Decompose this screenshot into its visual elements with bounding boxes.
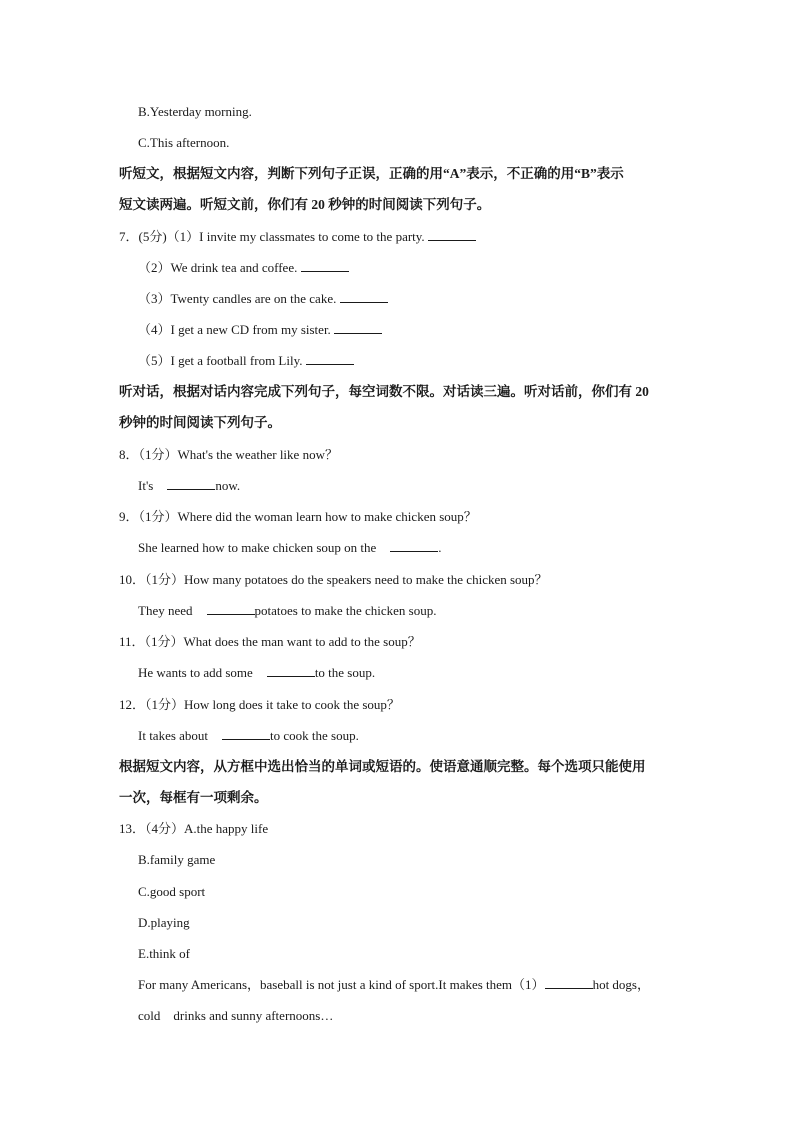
answer-blank[interactable] [222, 727, 270, 740]
answer-suffix: to the soup. [314, 665, 376, 680]
question-7-sentence-2: （2）We drink tea and coffee. [138, 260, 298, 275]
question-12-answer [138, 727, 359, 745]
passage-line-2: cold drinks and sunny afternoons… [138, 1008, 334, 1023]
section-instruction-fill: 听对话，根据对话内容完成下列句子，每空词数不限。对话读三遍。听对话前，你们有 20 [119, 384, 649, 399]
question-7-item-1 [119, 228, 476, 246]
passage-text: For many Americans，baseball is not just a kind of sport.It makes them（1） [138, 977, 545, 992]
question-7-item-4 [138, 321, 382, 339]
section-instruction-fill-cont: 秒钟的时间阅读下列句子。 [119, 415, 281, 430]
question-12: 12．（1分）How long does it take to cook the soup？ [119, 697, 400, 712]
question-7-item-2 [138, 259, 349, 277]
question-13-option-e: E.think of [138, 946, 190, 961]
answer-blank[interactable] [390, 539, 438, 552]
answer-blank[interactable] [167, 477, 215, 490]
answer-prefix: He wants to add some [138, 665, 253, 680]
section-instruction-true-false-cont: 短文读两遍。听短文前，你们有 20 秒钟的时间阅读下列句子。 [119, 197, 491, 212]
answer-blank[interactable] [545, 976, 593, 989]
question-7-sentence-5: （5）I get a football from Lily. [138, 353, 303, 368]
question-10: 10．（1分）How many potatoes do the speakers need to make the chicken soup？ [119, 572, 548, 587]
question-8: 8．（1分）What's the weather like now？ [119, 447, 338, 462]
answer-blank[interactable] [267, 664, 315, 677]
line-q6-option-b: B.Yesterday morning. [138, 104, 252, 119]
answer-prefix: They need [138, 603, 193, 618]
passage-text: hot dogs， [592, 977, 650, 992]
answer-suffix: potatoes to make the chicken soup. [254, 603, 437, 618]
answer-blank[interactable] [207, 602, 255, 615]
question-7-sentence-3: （3）Twenty candles are on the cake. [138, 291, 337, 306]
question-13-option-a: 13．（4分）A.the happy life [119, 821, 269, 836]
question-7-item-5 [138, 352, 354, 370]
section-instruction-true-false: 听短文，根据短文内容，判断下列句子正误，正确的用“A”表示，不正确的用“B”表示 [119, 166, 624, 181]
section-instruction-word-box: 根据短文内容，从方框中选出恰当的单词或短语的。使语意通顺完整。每个选项只能使用 [119, 759, 646, 774]
answer-suffix: . [438, 540, 442, 555]
answer-prefix: It takes about [138, 728, 209, 743]
question-9: 9．（1分）Where did the woman learn how to make chicken soup？ [119, 509, 477, 524]
answer-suffix: now. [215, 478, 241, 493]
answer-blank[interactable] [428, 228, 476, 241]
question-7-item-3 [138, 290, 388, 308]
question-7-sentence-1: （1）I invite my classmates to come to the party. [166, 229, 425, 244]
question-9-answer [138, 539, 442, 557]
question-13-option-b: B.family game [138, 852, 216, 867]
answer-blank[interactable] [301, 259, 349, 272]
question-8-answer [138, 477, 240, 495]
answer-suffix: to cook the soup. [270, 728, 359, 743]
question-10-answer [138, 602, 436, 620]
answer-blank[interactable] [306, 352, 354, 365]
question-7-number: 7．(5分) [119, 229, 167, 244]
question-11-answer [138, 664, 375, 682]
section-instruction-word-box-cont: 一次，每框有一项剩余。 [119, 790, 268, 805]
answer-prefix: It's [138, 478, 154, 493]
question-13-option-c: C.good sport [138, 884, 206, 899]
answer-blank[interactable] [334, 321, 382, 334]
answer-prefix: She learned how to make chicken soup on the [138, 540, 377, 555]
question-7-sentence-4: （4）I get a new CD from my sister. [138, 322, 331, 337]
answer-blank[interactable] [340, 290, 388, 303]
question-13-option-d: D.playing [138, 915, 190, 930]
passage-line-1 [138, 976, 650, 994]
question-11: 11．（1分）What does the man want to add to the soup？ [119, 634, 421, 649]
line-q6-option-c: C.This afternoon. [138, 135, 230, 150]
